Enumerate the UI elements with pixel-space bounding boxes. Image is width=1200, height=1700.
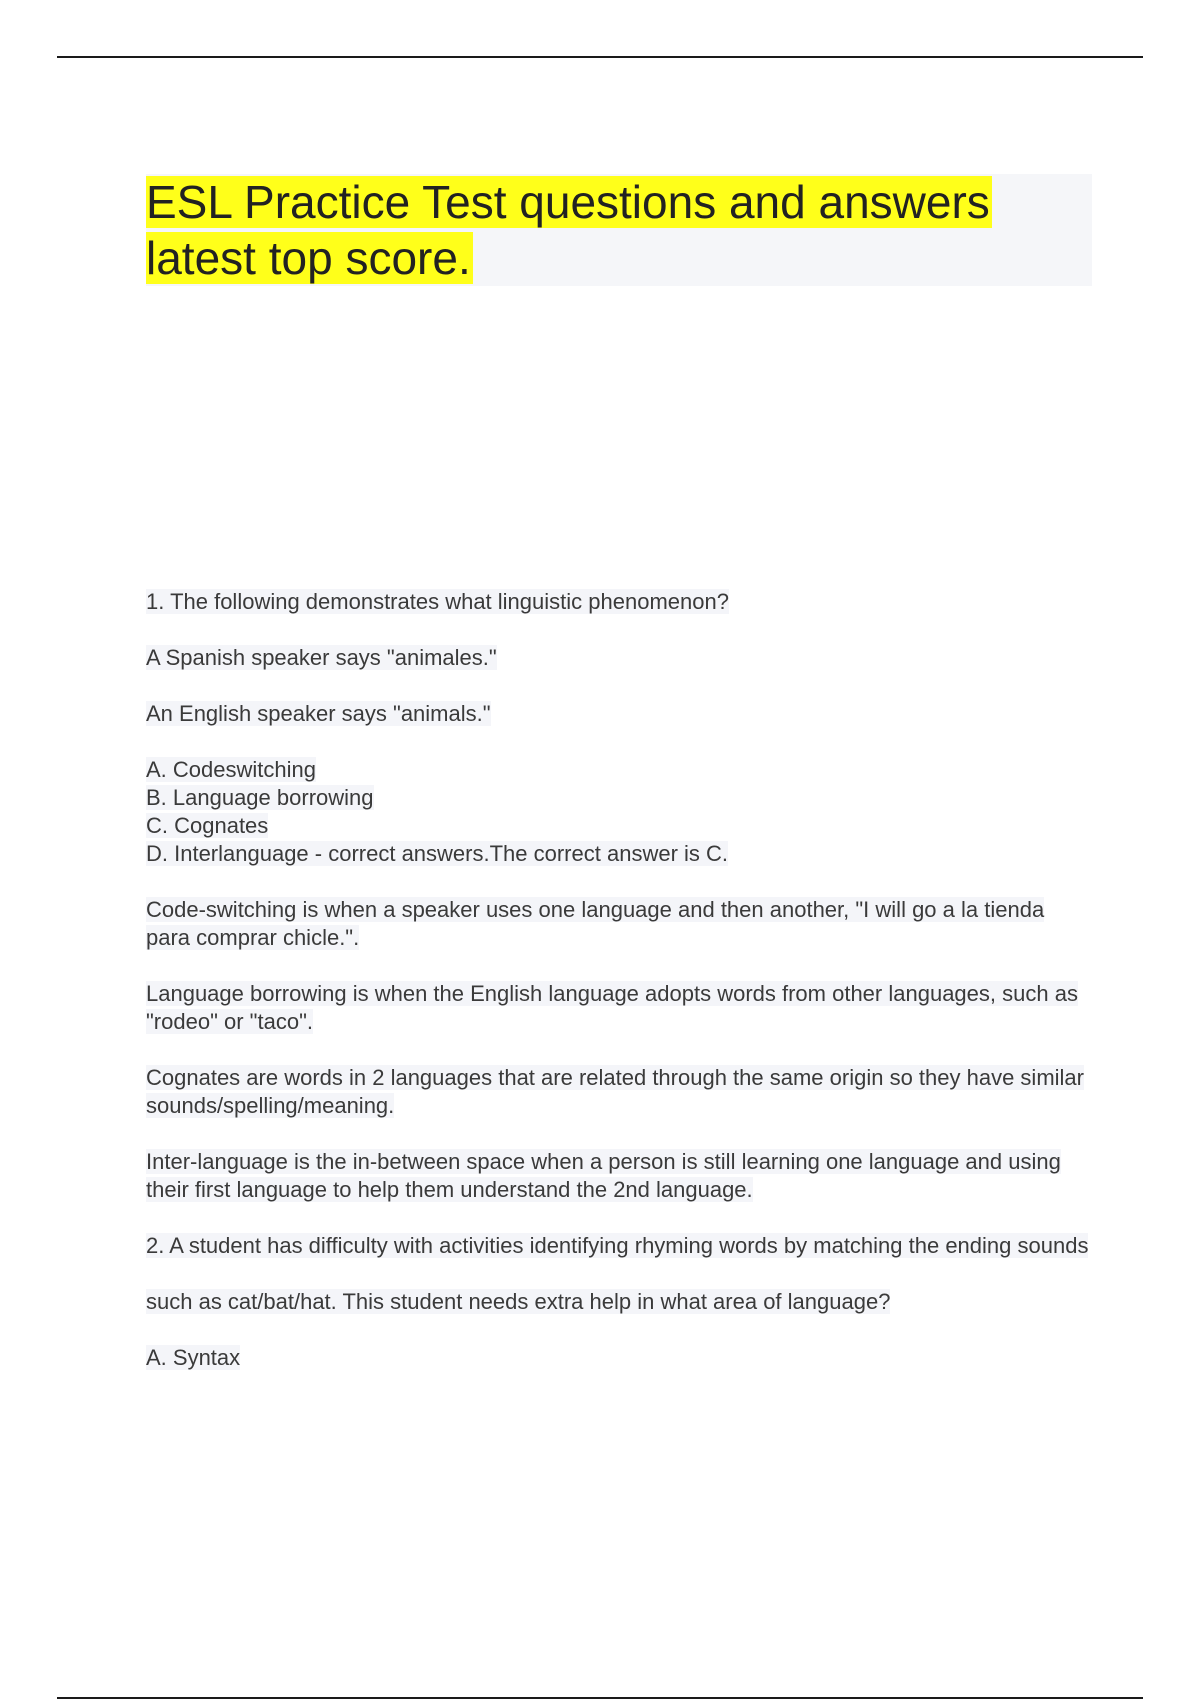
explanation-interlanguage: Inter-language is the in-between space when a person is still learning one language and using their first language to help them understand the 2nd language. <box>146 1149 1061 1202</box>
question-1-prompt: 1. The following demonstrates what linguistic phenomenon? <box>146 589 729 614</box>
document-body <box>146 588 1092 1400</box>
question-2-options <box>146 1344 1092 1372</box>
question-1-option-d-answer: D. Interlanguage - correct answers.The correct answer is C. <box>146 841 729 866</box>
question-1-options <box>146 756 1092 868</box>
question-1-option-b: B. Language borrowing <box>146 785 374 810</box>
top-rule <box>57 56 1143 58</box>
title-line-2: latest top score. <box>146 232 471 284</box>
question-2-prompt: 2. A student has difficulty with activities identifying rhyming words by matching the ending sounds <box>146 1233 1089 1258</box>
explanation-code-switching: Code-switching is when a speaker uses one language and then another, "I will go a la tienda para comprar chicle.". <box>146 897 1045 950</box>
document-title <box>146 174 1092 286</box>
question-1-example-english: An English speaker says "animals." <box>146 701 491 726</box>
explanation-language-borrowing: Language borrowing is when the English language adopts words from other languages, such as "rodeo" or "taco". <box>146 981 1078 1034</box>
title-block <box>146 174 1092 286</box>
question-1-option-c: C. Cognates <box>146 813 269 838</box>
bottom-rule <box>57 1697 1143 1699</box>
question-1-example-spanish: A Spanish speaker says "animales." <box>146 645 497 670</box>
question-2-option-a: A. Syntax <box>146 1345 241 1370</box>
title-line-1: ESL Practice Test questions and answers <box>146 176 990 228</box>
explanation-cognates: Cognates are words in 2 languages that are related through the same origin so they have similar sounds/spelling/meaning. <box>146 1065 1084 1118</box>
question-2-continuation: such as cat/bat/hat. This student needs extra help in what area of language? <box>146 1289 891 1314</box>
question-1-option-a: A. Codeswitching <box>146 757 316 782</box>
